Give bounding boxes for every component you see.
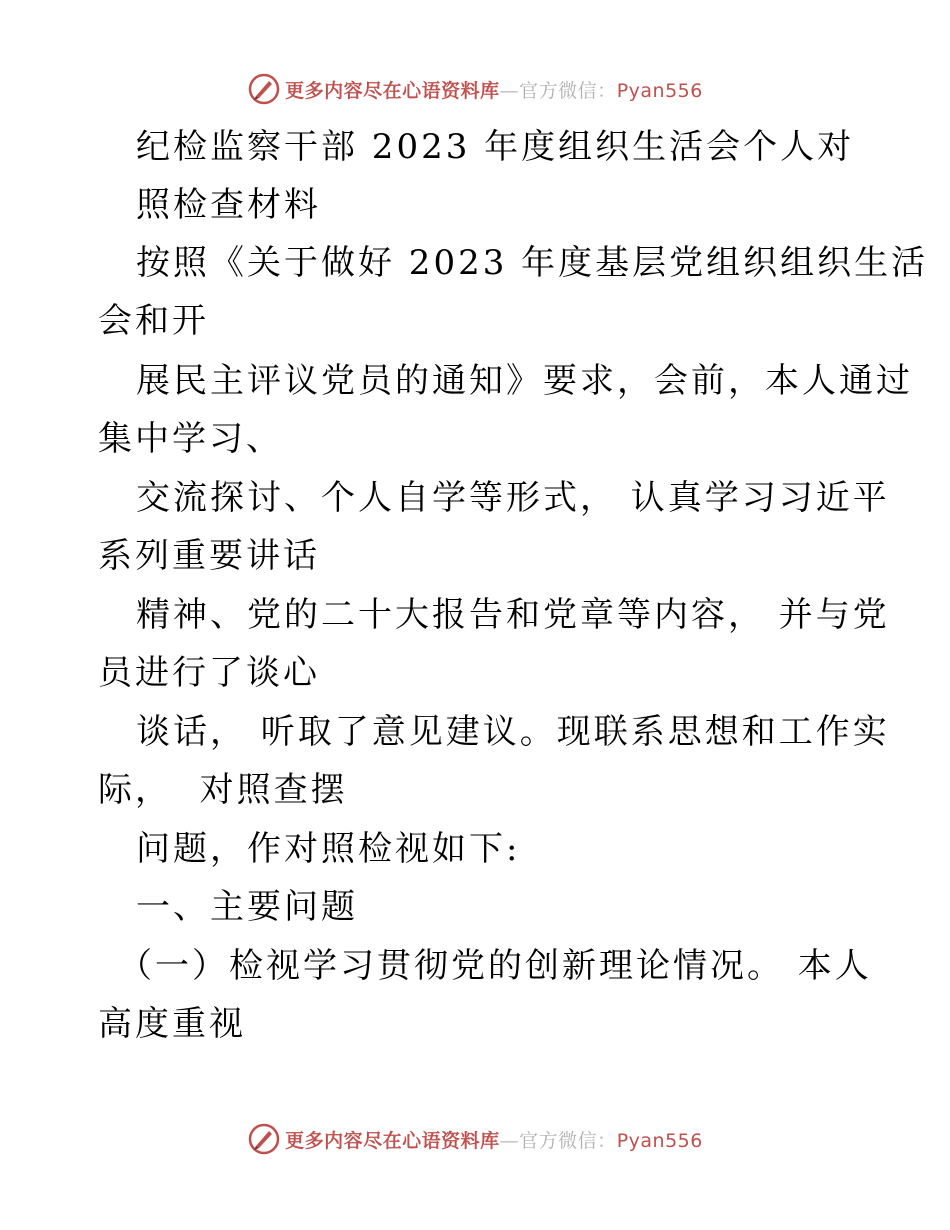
- watermark-wechat-id: Pyan556: [616, 1129, 703, 1152]
- paragraph-line: 会和开: [98, 301, 209, 341]
- watermark-wechat-label: 官方微信：: [519, 1129, 617, 1152]
- paragraph-line: （一）检视学习贯彻党的创新理论情况。 本人: [118, 946, 872, 986]
- section-heading: 一、主要问题: [136, 887, 358, 927]
- title-line-1: 纪检监察干部 2023 年度组织生活会个人对: [136, 127, 855, 167]
- watermark-dash: —: [499, 1129, 520, 1152]
- watermark-text: [285, 1126, 703, 1153]
- paragraph-line: 高度重视: [98, 1004, 246, 1044]
- paragraph-line: 际， 对照查摆: [98, 770, 348, 810]
- watermark-wechat-label: 官方微信：: [519, 79, 617, 102]
- paragraph-line: 员进行了谈心: [98, 653, 320, 693]
- paragraph-line: 集中学习、: [98, 419, 283, 459]
- paragraph-line: 谈话， 听取了意见建议。现联系思想和工作实: [136, 712, 890, 752]
- watermark-wechat-id: Pyan556: [616, 79, 703, 102]
- paragraph-line: 交流探讨、个人自学等形式， 认真学习习近平: [136, 478, 890, 518]
- footer-watermark: [0, 1122, 950, 1156]
- pen-logo-icon: [247, 1122, 281, 1156]
- watermark-dash: —: [499, 79, 520, 102]
- watermark-site: 更多内容尽在心语资料库: [285, 79, 500, 102]
- pen-logo-icon: [247, 72, 281, 106]
- header-watermark: [0, 72, 950, 106]
- paragraph-line: 精神、党的二十大报告和党章等内容， 并与党: [136, 595, 890, 635]
- watermark-text: [285, 76, 703, 103]
- paragraph-line: 展民主评议党员的通知》要求，会前，本人通过: [136, 361, 913, 401]
- paragraph-line: 按照《关于做好 2023 年度基层党组织组织生活: [136, 243, 929, 283]
- paragraph-line: 系列重要讲话: [98, 536, 320, 576]
- watermark-site: 更多内容尽在心语资料库: [285, 1129, 500, 1152]
- title-line-2: 照检查材料: [136, 185, 321, 225]
- paragraph-line: 问题，作对照检视如下:: [136, 829, 521, 869]
